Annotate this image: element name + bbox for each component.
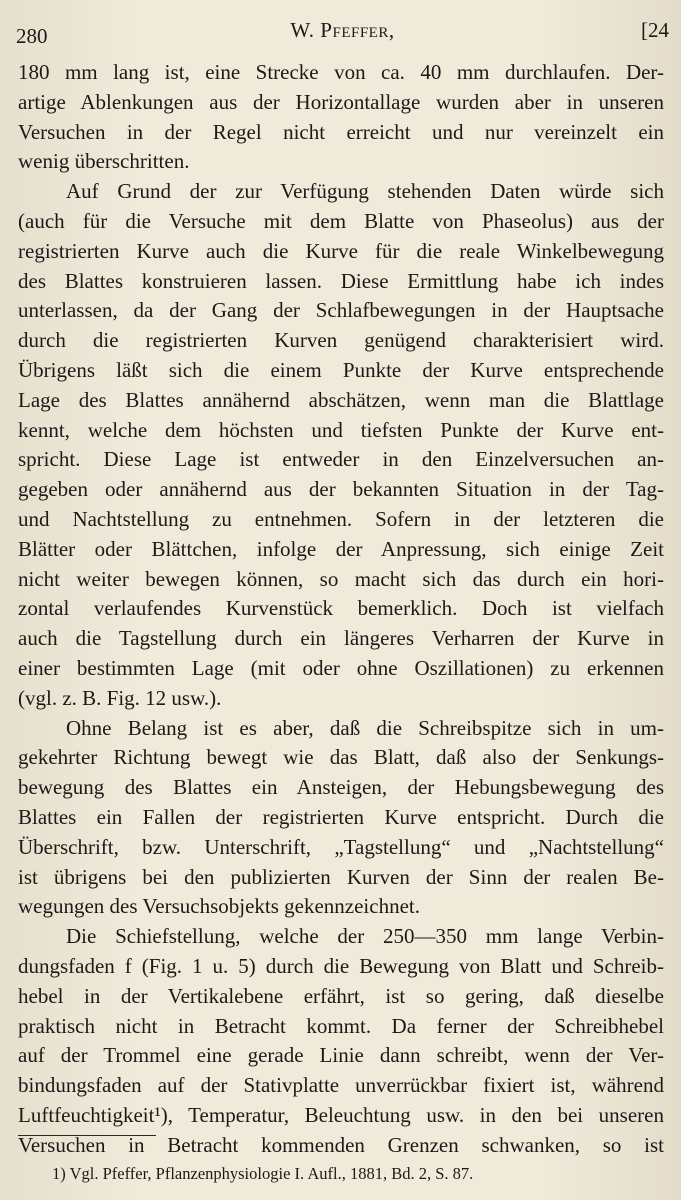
running-head [16, 18, 669, 48]
text-line: registrierten Kurve auch die Kurve für die reale Winkelbewegung [18, 238, 664, 263]
text-line: Versuchen in der Regel nicht erreicht und nur vereinzelt ein [18, 119, 664, 144]
text-line: zontal verlaufendes Kurvenstück bemerklich. Doch ist vielfach [18, 596, 664, 621]
text-line: Blätter oder Blättchen, infolge der Anpressung, sich einige Zeit [18, 536, 664, 561]
text-line: Versuchen in Betracht kommenden Grenzen schwanken, so ist [18, 1132, 664, 1157]
section-signature: [24 [641, 18, 669, 42]
text-line: gekehrter Richtung bewegt wie das Blatt, daß also der Senkungs- [18, 745, 664, 770]
text-line: (auch für die Versuche mit dem Blatte von Phaseolus) aus der [18, 208, 664, 233]
running-head-author [16, 18, 669, 43]
text-line: bewegung des Blattes ein Ansteigen, der Hebungsbewegung des [18, 775, 664, 800]
text-line: (vgl. z. B. Fig. 12 usw.). [18, 685, 222, 710]
text-line: Überschrift, bzw. Unterschrift, „Tagstellung“ und „Nachtstellung“ [18, 834, 664, 859]
page-number: 280 [16, 24, 48, 48]
text-line: artige Ablenkungen aus der Horizontallage wurden aber in unseren [18, 89, 664, 114]
text-line: Luftfeuchtigkeit¹), Temperatur, Beleuchtung usw. in den bei unseren [18, 1102, 664, 1127]
text-line: Die Schiefstellung, welche der 250—350 mm lange Verbin- [66, 924, 664, 949]
text-line: wegungen des Versuchsobjekts gekennzeichnet. [18, 894, 420, 919]
body-text [18, 58, 664, 1160]
text-line: und Nachtstellung zu entnehmen. Sofern in der letzteren die [18, 506, 664, 531]
text-line: nicht weiter bewegen können, so macht sich das durch ein hori- [18, 566, 664, 591]
author-name: W. Pfeffer, [290, 18, 395, 42]
text-line: praktisch nicht in Betracht kommt. Da ferner der Schreibhebel [18, 1013, 664, 1038]
text-line: einer bestimmten Lage (mit oder ohne Oszillationen) zu erkennen [18, 655, 664, 680]
text-line: gegeben oder annähernd aus der bekannten Situation in der Tag- [18, 477, 664, 502]
text-line: ist übrigens bei den publizierten Kurven der Sinn der realen Be- [18, 864, 664, 889]
text-line: spricht. Diese Lage ist entweder in den Einzelversuchen an- [18, 447, 664, 472]
text-line: Übrigens läßt sich die einem Punkte der Kurve entsprechende [18, 357, 664, 382]
text-line: auch die Tagstellung durch ein längeres Verharren der Kurve in [18, 626, 664, 651]
text-line: kennt, welche dem höchsten und tiefsten Punkte der Kurve ent- [18, 417, 664, 442]
footnote: 1) Vgl. Pfeffer, Pflanzenphysiologie I. Aufl., 1881, Bd. 2, S. 87. [52, 1164, 474, 1183]
text-line: auf der Trommel eine gerade Linie dann schreibt, wenn der Ver- [18, 1043, 664, 1068]
text-line: 180 mm lang ist, eine Strecke von ca. 40 mm durchlaufen. Der- [18, 60, 664, 84]
text-line: hebel in der Vertikalebene erfährt, ist so gering, daß dieselbe [18, 983, 664, 1008]
text-line: Ohne Belang ist es aber, daß die Schreibspitze sich in um- [66, 715, 664, 740]
text-line: Auf Grund der zur Verfügung stehenden Daten würde sich [66, 179, 664, 204]
text-line: Blattes ein Fallen der registrierten Kurve entspricht. Durch die [18, 804, 664, 829]
text-line: durch die registrierten Kurven genügend charakterisiert wird. [18, 328, 664, 353]
text-line: wenig überschritten. [18, 149, 190, 174]
text-line: unterlassen, da der Gang der Schlafbewegungen in der Hauptsache [18, 298, 664, 323]
text-line: dungsfaden f (Fig. 1 u. 5) durch die Bewegung von Blatt und Schreib- [18, 953, 664, 978]
text-line: des Blattes konstruieren lassen. Diese Ermittlung habe ich indes [18, 268, 664, 293]
footnote-divider [18, 1135, 156, 1136]
text-line: Lage des Blattes annähernd abschätzen, wenn man die Blattlage [18, 387, 664, 412]
text-line: bindungsfaden auf der Stativplatte unverrückbar fixiert ist, während [18, 1073, 664, 1098]
